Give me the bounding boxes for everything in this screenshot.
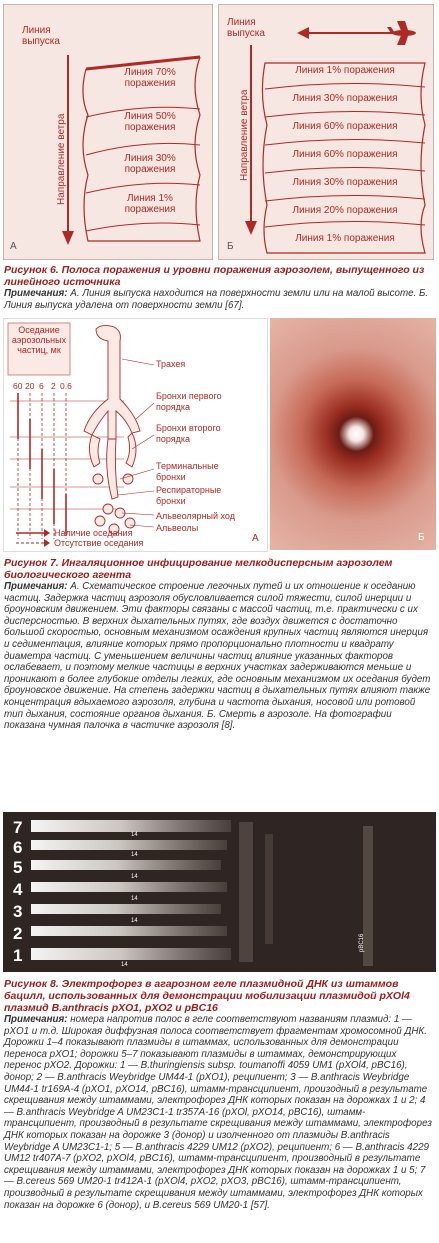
panel-b-wind-axis-label: Направление ветра <box>239 89 250 181</box>
panel-a-wind-axis-label: Направление ветра <box>56 113 67 205</box>
figure-7-caption <box>4 557 435 732</box>
deposition-header: Оседание аэрозольных частиц, мк <box>11 325 67 355</box>
legend-present: Наличие оседания <box>54 528 133 538</box>
gel-bands <box>3 812 436 972</box>
marker-label: pBC16 <box>359 933 365 952</box>
lane-label-4: 4 <box>13 880 23 899</box>
figure-8-caption <box>4 978 435 1211</box>
figure-8-note-label: Примечания: <box>4 1014 68 1025</box>
panel-a-release-line-label: Линия выпуска <box>22 25 60 47</box>
figure-6-panel-b <box>218 4 434 260</box>
lane-label-3: 3 <box>13 902 23 921</box>
size-0.6: 0.6 <box>60 381 72 391</box>
label-alveolar-duct: Альвеолярный ход <box>156 511 235 521</box>
panel-b-line-7: Линия 1% поражения <box>295 233 395 244</box>
mark-14-b: 14 <box>131 852 138 858</box>
mark-14-e: 14 <box>131 918 138 924</box>
figure-7-panel-a <box>3 318 268 552</box>
figure-6-caption-note <box>4 288 435 311</box>
panel-a-letter: А <box>10 241 17 252</box>
panel-b-line-4: Линия 60% поражения <box>292 149 398 160</box>
panel-a-line-1: Линия 1% поражения <box>124 193 176 215</box>
size-20: 20 <box>25 381 35 391</box>
mark-14-c: 14 <box>131 874 138 880</box>
label-respiratory-bronchi: Респираторные бронхи <box>156 485 222 506</box>
figure-8-note-text: номера напротив полос в геле соответствуют названиям плазмид: 1 — pXO1 и т.д. Широкая диффузная полоса соответствует фрагментам хромосомной ДНК. Дорожки 1–4 показывают плазмиды в штаммах, использованных для демонстрации переноса pXO1; дорожки 5–7 показывают плазмиды в штаммах, демонстрирующих перенос pXO2. Дорожки: 1 — B.thuringiensis subsp. toumanoffi 4059 UM1 (pXOl4, pBC16), донор; 2 — B.anthracis Weybridge UM44-1 (pXO1), реципиент; 3 — B.anthracis Weybridge UM44-1 tr169A-4 (pXO1, pXO14, pBC16), штамм-трансципиент, произодный в результате скрещивания между штаммами, электрофорез ДНК которых показан на дорожках 1 и 2; 4 — B.anthracis Weybridge A UM23C1-1 tr357A-16 (pXOl, pXO14, pBC16), штамм-трансципиент, производный в результате скрещивания между штаммами, электрофорез ДНК которых показан на дорожке 3 (донор) и изолченного от плазмиды B.anthracis Weybridge A UM23C1-1; 5 — B.anthracis 4229 UM12 (pXO2), реципиент; 6 — B.anthracis 4229 UM12 tr407A-7 (pXO2, pXOl4, pBC16), штамм-трансципиент, производный в результате скрещивания между штаммами, электрофорез ДНК которых показан на дорожках 1 и 5; 7 — B.cereus 569 UM20-1 tr412A-1 (pXOl4, pXO2, pXO3, pBC16), штамм-трансципиент, производный в результате скрещивания между штаммами, электрофорез ДНК которых показан на дорожке 6 (донор), и B.cereus 569 UM20-1 [57]. <box>4 1014 432 1211</box>
lane-label-7: 7 <box>13 818 23 837</box>
panel-b-line-3: Линия 60% поражения <box>292 121 398 132</box>
size-60: 60 <box>13 381 23 391</box>
panel-a-line-70: Линия 70% поражения <box>124 67 176 89</box>
size-2: 2 <box>51 381 56 391</box>
figure-7-panel-b-photo <box>270 318 436 550</box>
panel-a-line-50: Линия 50% поражения <box>124 111 176 133</box>
lane-label-1: 1 <box>13 946 23 965</box>
panel-a-line-30: Линия 30% поражения <box>124 153 176 175</box>
panel-b-line-6: Линия 20% поражения <box>292 205 398 216</box>
figure-7-panel-a-letter: А <box>252 533 259 544</box>
figure-7-note-label: Примечания: <box>4 581 68 592</box>
airway-tree <box>84 325 140 534</box>
label-bronchi-2: Бронхи второго порядка <box>156 423 221 444</box>
mark-14-f: 14 <box>121 962 128 968</box>
figure-7-caption-title: Рисунок 7. Ингаляционное инфицирование мелкодисперсным аэрозолем биологического агента <box>4 557 393 581</box>
figure-6-caption-title: Рисунок 6. Полоса поражения и уровни поражения аэрозолем, выпущенного из линейного источника <box>4 264 425 288</box>
panel-b-line-2: Линия 30% поражения <box>292 93 398 104</box>
figure-8-caption-note <box>4 1014 435 1211</box>
figure-6-note-label: Примечания: <box>4 288 68 299</box>
panel-b-release-line-label: Линия выпуска <box>227 17 265 39</box>
figure-6-caption <box>4 264 435 311</box>
size-6: 6 <box>39 381 44 391</box>
panel-b-letter: Б <box>227 241 234 252</box>
label-alveoli: Альвеолы <box>156 523 199 533</box>
gel-image <box>3 812 436 972</box>
panel-b-line-5: Линия 30% поражения <box>292 177 398 188</box>
label-trachea: Трахея <box>156 359 186 369</box>
legend-absent: Отсутствие оседания <box>54 538 144 548</box>
lane-label-5: 5 <box>13 858 23 877</box>
mark-14-d: 14 <box>131 896 138 902</box>
label-bronchi-1: Бронхи первого порядка <box>156 391 222 412</box>
panel-b-line-1: Линия 1% поражения <box>295 65 395 76</box>
figure-7-panel-b-letter: Б <box>418 532 425 543</box>
mark-14-a: 14 <box>131 832 138 838</box>
lane-label-6: 6 <box>13 838 23 857</box>
panel-b-drawing <box>219 5 433 259</box>
figure-7-caption-note <box>4 581 435 732</box>
figure-6-panel-a <box>3 4 213 260</box>
airplane-icon <box>387 21 416 45</box>
figure-7-note-text: А. Схематическое строение легочных путей и их отношение к оседанию частиц. Задержка частиц аэрозоля обусловливается силой тяжести, силой инерции и броуновским движением. Эти факторы связаны с массой частиц, т.е. практически с их дисперсностью. В верхних дыхательных путях, где воздух движется с достаточно большой скоростью, основным механизмом осаждения крупных частиц являются инерция и седиментация, влияние которых прямо пропорционально плотности и квадрату диаметра частиц. С уменьшением величины частиц влияние указанных факторов ослабевает, и поэтому мелкие частицы в верхних участках задерживаются меньше и проникают в более глубокие отделы легких, где основным механизмом их оседания будет броуновское движение. На степень задержки частиц в дыхательных путях влияют также концентрация вдыхаемого аэрозоля, глубина и частота дыхания, носовой или ротовой тип дыхания, состояние органов дыхания. Б. Смерть в аэрозоле. На фотографии показана чумная палочка в частичке аэрозоля [8]. <box>4 581 431 732</box>
figure-6-note-text: А. Линия выпуска находится на поверхности земли или на малой высоте. Б. Линия выпуска удалена от поверхности земли [67]. <box>4 288 429 311</box>
figure-8-caption-title: Рисунок 8. Электрофорез в агарозном геле плазмидной ДНК из штаммов бацилл, использованных для демонстрации мобилизации плазмидой pXOl4 плазмид B.anthracis pXO1, pXO2 и pBC16 <box>4 978 410 1014</box>
lane-label-2: 2 <box>13 924 23 943</box>
label-terminal-bronchi: Терминальные бронхи <box>156 461 219 482</box>
